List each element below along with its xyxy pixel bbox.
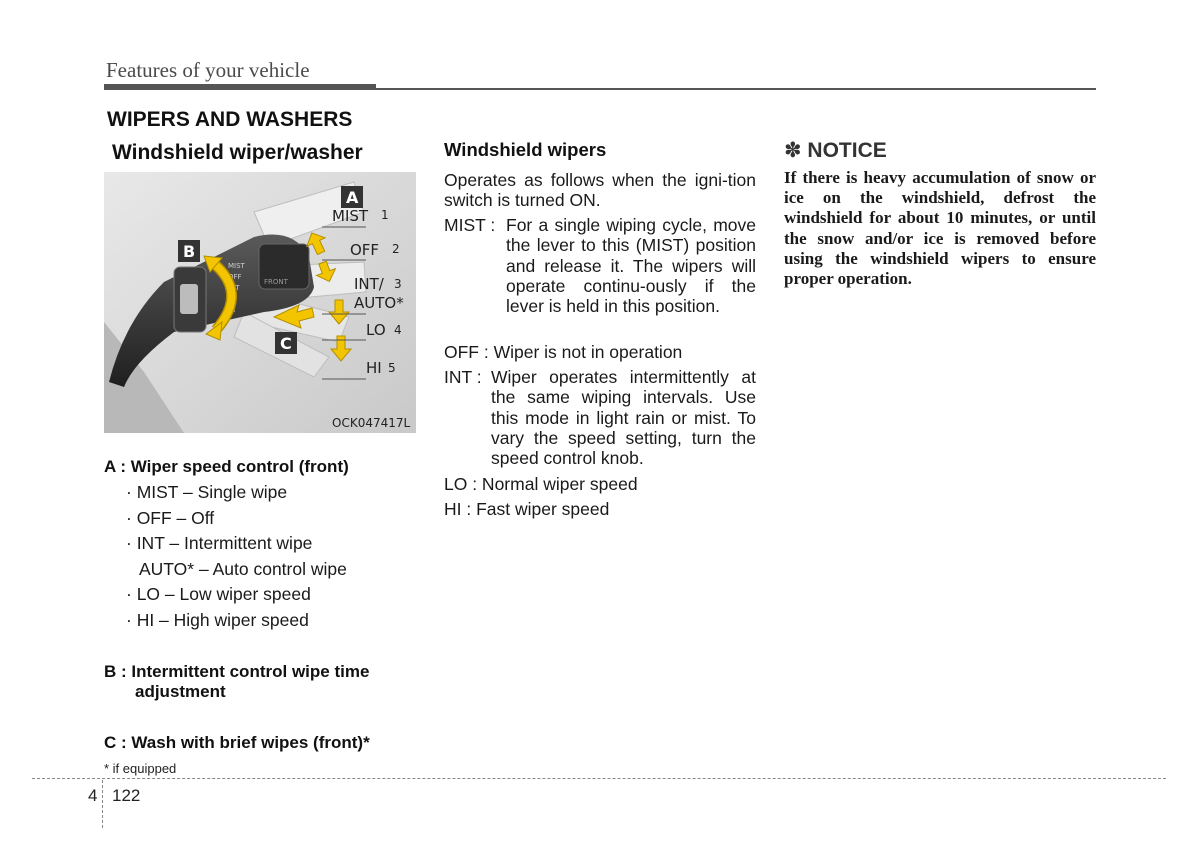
running-header: Features of your vehicle <box>106 58 310 82</box>
legend-a-item-off: · OFF – Off <box>126 508 215 528</box>
pos-num-2: 2 <box>392 242 400 256</box>
legend-a-item-lo: · LO – Low wiper speed <box>126 584 311 604</box>
header-rule-thin <box>376 88 1096 90</box>
pos-label-int: INT/ <box>354 275 384 293</box>
wipers-intro: Operates as follows when the igni-tion switch is turned ON. <box>444 170 756 211</box>
pos-num-5: 5 <box>388 361 396 375</box>
legend-a-item-hi: · HI – High wiper speed <box>126 610 309 630</box>
notice-heading: ✽ NOTICE <box>784 139 887 162</box>
pos-num-3: 3 <box>394 277 402 291</box>
pos-label-hi: HI <box>366 359 382 377</box>
legend-c-heading: C : Wash with brief wipes (front)* <box>104 733 370 752</box>
header-rule-thick <box>104 84 376 90</box>
mist-term: MIST : <box>444 215 496 235</box>
callout-b-label: B <box>183 242 196 261</box>
section-title: WIPERS AND WASHERS <box>107 108 353 131</box>
legend-a-item-auto: AUTO* – Auto control wipe <box>139 559 347 579</box>
pos-num-1: 1 <box>381 208 389 222</box>
legend-a-item-mist: · MIST – Single wipe <box>126 482 288 502</box>
footer-vertical-divider <box>102 780 103 828</box>
legend-a-item-int: · INT – Intermittent wipe <box>126 533 313 553</box>
knob-window <box>180 284 198 314</box>
pos-label-off: OFF <box>350 241 380 259</box>
lo-line: LO : Normal wiper speed <box>444 474 638 494</box>
knob-label-off: OFF <box>228 273 242 281</box>
knob-label-lo: LO <box>228 295 238 303</box>
knob-label-mist: MIST <box>228 262 245 270</box>
mist-description: For a single wiping cycle, move the lever to this (MIST) position and release it. The wipers will operate continu-ously if the lever is held in this position. <box>506 215 756 317</box>
callout-c-label: C <box>280 334 292 353</box>
hi-line: HI : Fast wiper speed <box>444 499 610 519</box>
off-line: OFF : Wiper is not in operation <box>444 342 683 362</box>
legend-b-heading-cont: adjustment <box>135 682 226 701</box>
legend-a-heading: A : Wiper speed control (front) <box>104 457 349 476</box>
page-number: 122 <box>112 786 141 805</box>
figure-code: OCK047417L <box>332 416 411 430</box>
knob-label-int: INT <box>228 284 240 292</box>
subsection-title: Windshield wiper/washer <box>112 141 363 164</box>
int-description: Wiper operates intermittently at the same wiping intervals. Use this mode in light rain or mist. To vary the speed setting, turn the speed control knob. <box>491 367 756 469</box>
front-label: FRONT <box>264 278 288 286</box>
pos-label-auto: AUTO* <box>354 294 404 312</box>
int-term: INT : <box>444 367 482 387</box>
legend-b-heading: B : Intermittent control wipe time <box>104 662 370 681</box>
callout-a-label: A <box>346 188 359 207</box>
notice-text: If there is heavy accumulation of snow or ice on the windshield, defrost the windshield for about 10 minutes, or until the snow and/or ice is removed before using the windshield wipers to ensure proper operation. <box>784 168 1096 289</box>
wiper-lever-illustration <box>104 172 416 433</box>
pos-label-mist: MIST <box>332 207 369 225</box>
pos-num-4: 4 <box>394 323 402 337</box>
footer-divider <box>32 778 1166 779</box>
chapter-number: 4 <box>88 786 98 805</box>
knob-label-hi: HI <box>228 306 236 314</box>
footnote: * if equipped <box>104 761 177 776</box>
wipers-heading: Windshield wipers <box>444 139 607 160</box>
pos-label-lo: LO <box>366 321 386 339</box>
